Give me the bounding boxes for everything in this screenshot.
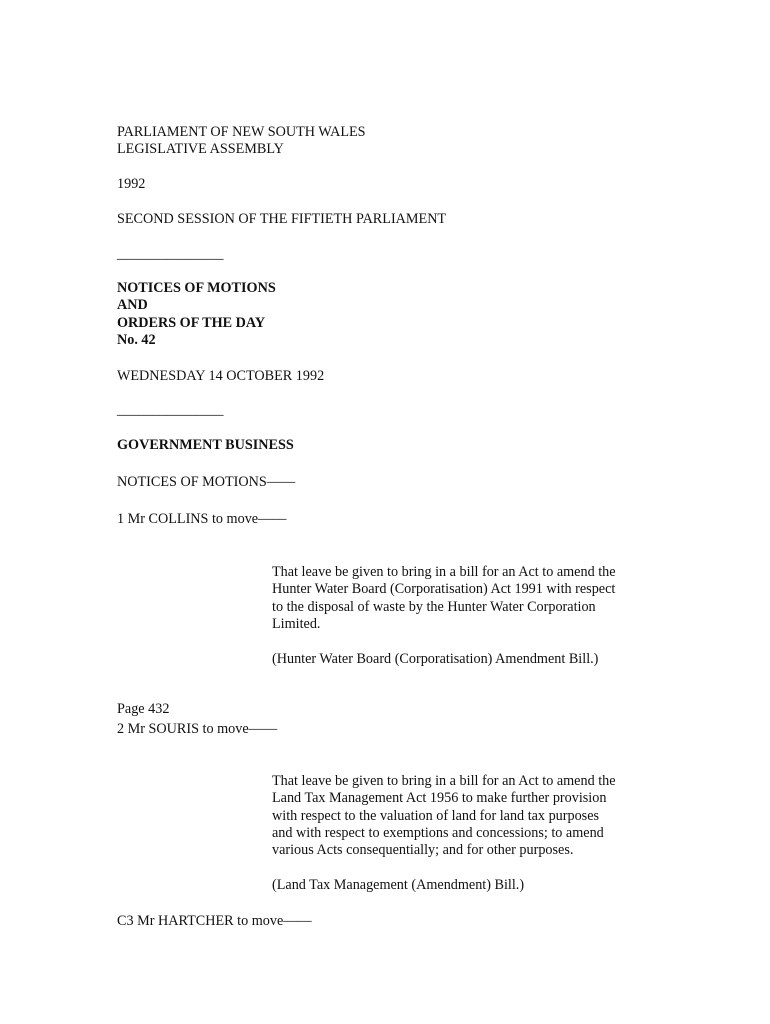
motion-line: and with respect to exemptions and concessions; to amend	[272, 824, 604, 841]
motion-mover: 1 Mr COLLINS to move——	[117, 511, 287, 527]
motion-line: That leave be given to bring in a bill for an Act to amend the	[272, 564, 616, 580]
motion-line: to the disposal of waste by the Hunter Water Corporation	[272, 598, 596, 615]
year: 1992	[117, 176, 146, 192]
header-rule: _______________	[117, 246, 224, 262]
title-notices: NOTICES OF MOTIONS	[117, 280, 276, 296]
page-number: Page 432	[117, 701, 170, 717]
session-name: SECOND SESSION OF THE FIFTIETH PARLIAMENT	[117, 211, 447, 227]
paper-number: No. 42	[117, 332, 156, 348]
motion-line: Land Tax Management Act 1956 to make further provision	[272, 790, 607, 807]
section-rule: _______________	[117, 402, 224, 418]
motion-line: Hunter Water Board (Corporatisation) Act 1991 with respect	[272, 581, 616, 598]
motion-text	[272, 773, 672, 859]
bill-name: (Hunter Water Board (Corporatisation) Amendment Bill.)	[272, 651, 599, 667]
motion-mover: C3 Mr HARTCHER to move——	[117, 913, 312, 929]
notices-heading: NOTICES OF MOTIONS——	[117, 474, 296, 490]
motion-line: various Acts consequentially; and for other purposes.	[272, 842, 574, 859]
sitting-date: WEDNESDAY 14 OCTOBER 1992	[117, 368, 325, 384]
motion-text	[272, 564, 672, 633]
section-heading: GOVERNMENT BUSINESS	[117, 437, 294, 453]
motion-line: with respect to the valuation of land for land tax purposes	[272, 807, 600, 824]
parliament-name: PARLIAMENT OF NEW SOUTH WALES	[117, 124, 366, 140]
assembly-name: LEGISLATIVE ASSEMBLY	[117, 141, 284, 157]
motion-line: Limited.	[272, 615, 321, 632]
title-and: AND	[117, 297, 148, 313]
motion-line: That leave be given to bring in a bill for an Act to amend the	[272, 773, 616, 789]
title-orders: ORDERS OF THE DAY	[117, 315, 266, 331]
bill-name: (Land Tax Management (Amendment) Bill.)	[272, 877, 525, 893]
motion-mover: 2 Mr SOURIS to move——	[117, 721, 278, 737]
